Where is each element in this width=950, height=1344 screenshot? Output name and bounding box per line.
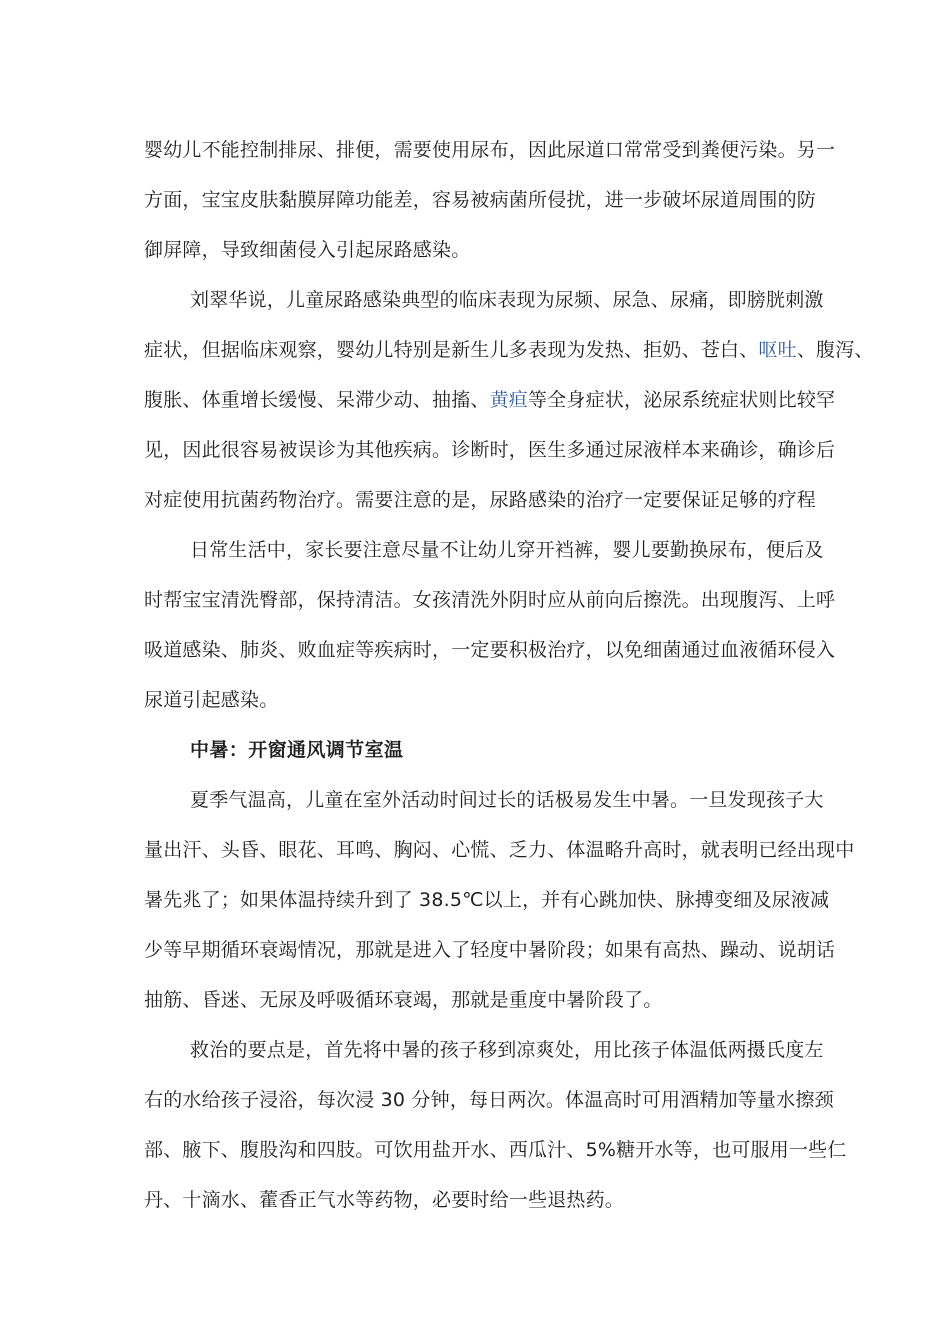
paragraph-line: 丹、十滴水、藿香正气水等药物，必要时给一些退热药。 [144,1189,625,1211]
paragraph-line: 婴幼儿不能控制排尿、排便，需要使用尿布，因此尿道口常常受到粪便污染。另一 [144,139,836,161]
text-segment: 、腹泻、 [796,339,874,361]
text-segment: 等全身症状，泌尿系统症状则比较罕 [528,389,836,411]
paragraph-line: 暑先兆了；如果体温持续升到了 38.5℃以上，并有心跳加快、脉搏变细及尿液减 [144,889,830,911]
paragraph-line: 部、腋下、腹股沟和四肢。可饮用盐开水、西瓜汁、5%糖开水等，也可服用一些仁 [144,1139,847,1161]
paragraph-line: 少等早期循环衰竭情况，那就是进入了轻度中暑阶段；如果有高热、躁动、说胡话 [144,939,836,961]
paragraph-line: 尿道引起感染。 [144,689,279,711]
paragraph-line-with-link [144,386,836,414]
paragraph-line: 救治的要点是，首先将中暑的孩子移到凉爽处，用比孩子体温低两摄氏度左 [190,1039,824,1061]
paragraph-line: 方面，宝宝皮肤黏膜屏障功能差，容易被病菌所侵扰，进一步破坏尿道周围的防 [144,189,817,211]
paragraph-line: 夏季气温高，儿童在室外活动时间过长的话极易发生中暑。一旦发现孩子大 [190,789,824,811]
section-heading: 中暑：开窗通风调节室温 [190,739,404,761]
paragraph-line: 吸道感染、肺炎、败血症等疾病时，一定要积极治疗，以免细菌通过血液循环侵入 [144,639,836,661]
paragraph-line: 时帮宝宝清洗臀部，保持清洁。女孩清洗外阴时应从前向后擦洗。出现腹泻、上呼 [144,589,836,611]
paragraph-line: 抽筋、昏迷、无尿及呼吸循环衰竭，那就是重度中暑阶段了。 [144,989,663,1011]
paragraph-line: 御屏障，导致细菌侵入引起尿路感染。 [144,239,471,261]
paragraph-line: 日常生活中，家长要注意尽量不让幼儿穿开裆裤，婴儿要勤换尿布，便后及 [190,539,824,561]
paragraph-line: 刘翠华说，儿童尿路感染典型的临床表现为尿频、尿急、尿痛，即膀胱刺激 [190,289,824,311]
vomit-link[interactable]: 呕吐 [758,339,797,361]
paragraph-line: 量出汗、头昏、眼花、耳鸣、胸闷、心慌、乏力、体温略升高时，就表明已经出现中 [144,839,855,861]
paragraph-line-with-link [144,336,874,364]
text-segment: 腹胀、体重增长缓慢、呆滞少动、抽搐、 [144,389,490,411]
paragraph-line: 见，因此很容易被误诊为其他疾病。诊断时，医生多通过尿液样本来确诊，确诊后 [144,439,836,461]
paragraph-line: 对症使用抗菌药物治疗。需要注意的是，尿路感染的治疗一定要保证足够的疗程 [144,489,817,511]
jaundice-link[interactable]: 黄疸 [489,389,529,411]
paragraph-line: 右的水给孩子浸浴，每次浸 30 分钟，每日两次。体温高时可用酒精加等量水擦颈 [144,1089,834,1111]
text-segment: 症状，但据临床观察，婴幼儿特别是新生儿多表现为发热、拒奶、苍白、 [144,339,759,361]
